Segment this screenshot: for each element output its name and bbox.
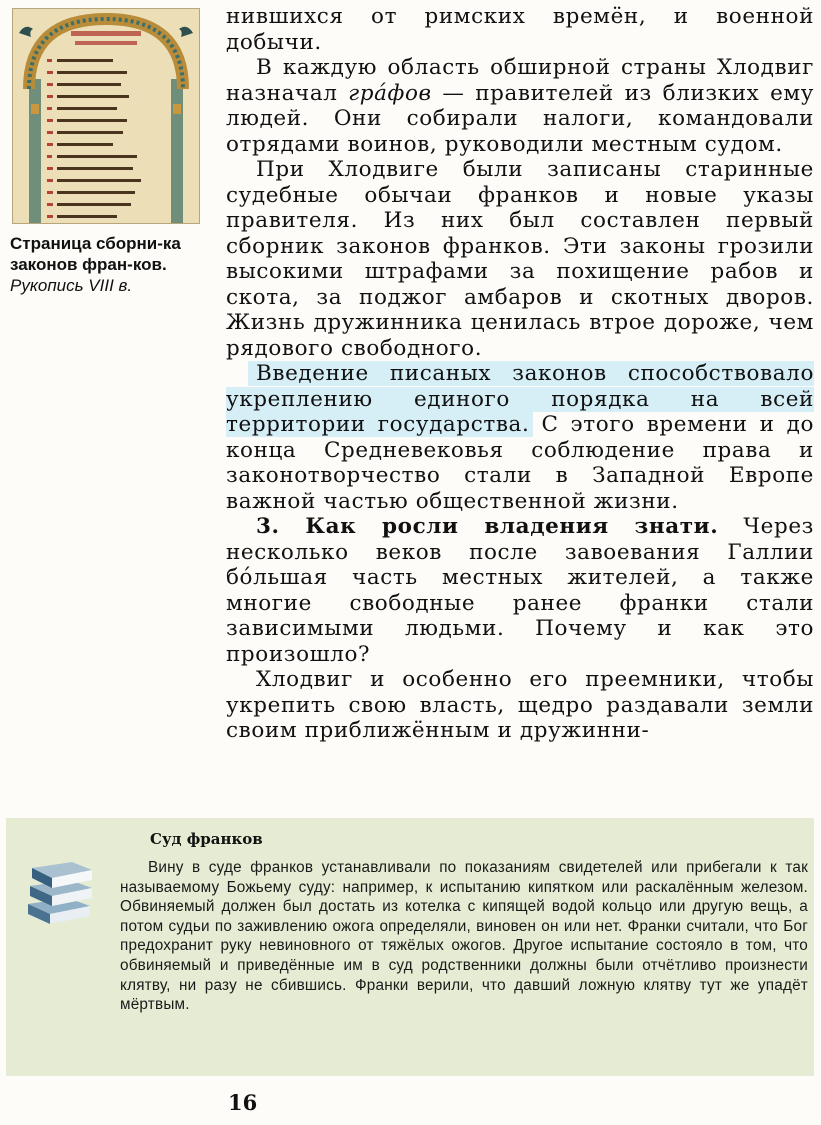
term-grafov: гра́фов bbox=[348, 80, 432, 106]
paragraph: Хлодвиг и особенно его преемники, чтобы укрепить свою власть, щедро раздавали земли своим приближённым и дружинни- bbox=[226, 667, 814, 743]
paragraph bbox=[226, 55, 814, 157]
section-heading: 3. Как росли владения знати. bbox=[256, 514, 719, 539]
caption-title: Страница сборни-ка законов фран-ков. bbox=[10, 234, 181, 274]
info-box-title: Суд франков bbox=[150, 830, 263, 848]
paragraph bbox=[226, 361, 814, 514]
paragraph bbox=[226, 514, 814, 667]
info-box-text: Вину в суде франков устанавливали по показаниям свидетелей или прибегали к так называемому Божьему суду: например, к испытанию кипятком или раскалённым железом. Обвиняемый должен был достать из котелка с кипящей водой кольцо или другую вещь, а потом судьи по заживлению ожога определяли, виновен он или нет. Франки считали, что Бог предохранит руку невиновного от тяжёлых ожогов. Другое испытание состояло в том, что обвиняемый и приведённые им в суд родственники должны были отчётливо произнести клятву, ни разу не сбившись. Франки верили, что давший ложную клятву тут же упадёт мёртвым. bbox=[120, 859, 808, 1014]
books-icon bbox=[22, 860, 94, 930]
text-span: В каждую область обширной страны Хлодвиг назначал bbox=[226, 55, 814, 106]
text-span: Через несколько веков после завоевания Галлии бо́льшая часть местных жителей, а также многие свободные ранее франки стали зависимыми людьми. Почему и как это произошло? bbox=[226, 514, 814, 667]
highlighted-text: Введение писаных законов способствовало укреплению единого порядка на всей территории государства. bbox=[226, 361, 814, 437]
text-span: — правителей из близких ему людей. Они собирали налоги, командовали отрядами воинов, руководили местным судом. bbox=[226, 80, 814, 157]
main-text bbox=[226, 4, 814, 744]
figure-caption bbox=[10, 233, 210, 296]
paragraph: При Хлодвиге были записаны старинные судебные обычаи франков и новые указы правителя. Из них был составлен первый сборник законов франков. Эти законы грозили высокими штрафами за похищение рабов и скота, за поджог амбаров и скотных дворов. Жизнь дружинника ценилась втрое дороже, чем рядового свободного. bbox=[226, 157, 814, 361]
page-number: 16 bbox=[228, 1090, 258, 1115]
caption-source: Рукопись VIII в. bbox=[10, 276, 133, 295]
paragraph: нившихся от римских времён, и военной добычи. bbox=[226, 4, 814, 55]
text-span: С этого времени и до конца Средневековья соблюдение права и законотворчество стали в Западной Европе важной частью общественной жизни. bbox=[226, 412, 814, 514]
manuscript-image bbox=[12, 8, 200, 224]
